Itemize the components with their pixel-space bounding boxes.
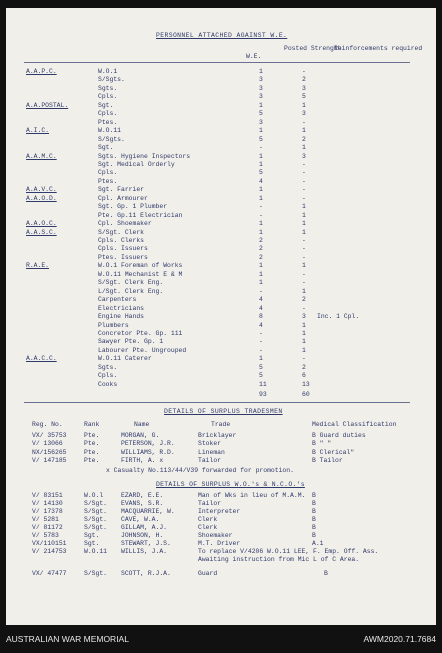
row-rank: Ptes. — [98, 118, 118, 126]
row-rank: Cooks — [98, 380, 118, 388]
personnel-row — [6, 296, 436, 304]
row-rank: Ptes. — [98, 177, 118, 185]
row-rank: S/Sgts. — [98, 76, 125, 84]
surplus-title: DETAILS OF SURPLUS TRADESMEN — [164, 408, 283, 415]
row-posted: 1 — [302, 203, 306, 211]
row-we: 1 — [259, 127, 263, 135]
row-posted: - — [302, 270, 306, 278]
header-we: W.E. — [246, 53, 262, 60]
row-posted: 1 — [302, 101, 306, 109]
row-category: A.A.V.C. — [26, 186, 57, 194]
row-posted: - — [302, 177, 306, 185]
personnel-row — [6, 322, 436, 330]
nco-med: B — [312, 516, 316, 524]
row-rank: Ptes. Issuers — [98, 253, 148, 261]
row-posted: 1 — [302, 346, 306, 354]
total-we: 93 — [259, 391, 267, 398]
row-we: 1 — [259, 152, 263, 160]
row-posted: 1 — [302, 338, 306, 346]
surplus-rank: Pte. — [84, 432, 100, 439]
row-posted: - — [302, 355, 306, 363]
nco-name: EZARD, E.E. — [121, 492, 164, 499]
surplus-row — [6, 440, 436, 448]
row-rank: Sgt. — [98, 144, 114, 152]
surplus-reg: VX/ 35753 — [32, 432, 67, 439]
row-rank: Sgts. — [98, 363, 118, 371]
nco-med: B — [312, 508, 316, 516]
surplus-name: PETERSON, J.R. — [121, 440, 175, 448]
row-posted: 2 — [302, 363, 306, 371]
row-rank: Plumbers — [98, 321, 129, 329]
row-posted: - — [302, 118, 306, 126]
row-rank: W.O.11 — [98, 127, 122, 135]
row-posted: 2 — [302, 76, 306, 84]
nco-title: DETAILS OF SURPLUS W.O.'s & N.C.O.'s — [156, 481, 305, 488]
surplus-reg: NX/156265 — [32, 448, 67, 456]
last-reg: VX/ 47477 — [32, 570, 67, 577]
row-we: 1 — [259, 220, 263, 228]
row-rank: S/Sgt. Clerk Eng. — [98, 279, 164, 287]
nco-reg: V/ 17378 — [32, 508, 63, 516]
surplus-trade: Stoker — [198, 440, 222, 448]
row-we: 8 — [259, 313, 263, 321]
row-rank: Concretor Pte. Gp. 111 — [98, 329, 183, 337]
row-we: 4 — [259, 296, 263, 304]
nco-reg: V/ 14130 — [32, 500, 63, 508]
nco-trade: Clerk — [198, 516, 218, 524]
row-category: A.A.S.C. — [26, 228, 57, 236]
surplus-trade: Lineman — [198, 448, 225, 456]
personnel-row — [6, 237, 436, 245]
row-posted: 1 — [302, 287, 306, 295]
nco-reg: V/ 81172 — [32, 524, 63, 532]
nco-name: CAVE, W.A. — [121, 516, 160, 524]
personnel-row — [6, 212, 436, 220]
row-we: 2 — [259, 253, 263, 261]
nco-reg: V/ 214753 — [32, 548, 67, 556]
row-we: 1 — [259, 194, 263, 202]
row-we: 3 — [259, 118, 263, 126]
nco-name: STEWART, J.S. — [121, 540, 171, 548]
nco-trade: Tailor — [198, 500, 222, 508]
nco-rank: S/Sgt. — [84, 516, 108, 524]
personnel-row — [6, 279, 436, 287]
nco-row — [6, 492, 436, 500]
row-we: 1 — [259, 160, 263, 168]
nco-trade: To replace V/4206 W.O.11 LEE, F. Emp. Off. Ass. — [198, 548, 379, 556]
nco-trade: Clerk — [198, 524, 218, 532]
row-we: 11 — [259, 380, 267, 388]
personnel-row — [6, 93, 436, 101]
row-we: 1 — [259, 101, 263, 109]
row-we: 1 — [259, 279, 263, 287]
last-row — [6, 570, 436, 578]
surplus-med: B Clerical" — [312, 448, 355, 456]
nco-reg: V/ 5281 — [32, 516, 59, 524]
surplus-trade: Bricklayer — [198, 432, 237, 439]
row-category: A.A.POSTAL. — [26, 101, 69, 109]
row-we: - — [259, 203, 263, 211]
personnel-row — [6, 262, 436, 270]
row-we: - — [259, 329, 263, 337]
header-rule — [24, 62, 410, 63]
row-category: A.A.O.C. — [26, 220, 57, 228]
personnel-row — [6, 305, 436, 313]
row-rank: Sawyer Pte. Gp. 1 — [98, 338, 164, 346]
last-name: SCOTT, R.J.A. — [121, 570, 171, 577]
total-posted: 60 — [302, 391, 310, 398]
row-we: - — [259, 346, 263, 354]
document-title: PERSONNEL ATTACHED AGAINST W.E. — [156, 32, 288, 39]
nco-trade: Shoemaker — [198, 532, 233, 540]
nco-name: JOHNSON, H. — [121, 532, 164, 540]
surplus-row — [6, 457, 436, 465]
row-posted: - — [302, 253, 306, 261]
nco-row — [6, 540, 436, 548]
personnel-row — [6, 381, 436, 389]
row-we: 4 — [259, 321, 263, 329]
row-we: 5 — [259, 110, 263, 118]
row-rank: Cpls. Issuers — [98, 245, 148, 253]
nco-rank: Sgt. — [84, 540, 100, 548]
surplus-name: WILLIAMS, R.D. — [121, 448, 175, 456]
personnel-row — [6, 364, 436, 372]
row-rank: Cpls. — [98, 110, 118, 118]
row-rank: Carpenters — [98, 296, 137, 304]
row-rank: Cpl. Shoemaker — [98, 220, 152, 228]
document-body — [6, 8, 436, 625]
row-rank: Cpls. — [98, 372, 118, 380]
row-category: A.A.C.C. — [26, 355, 57, 363]
row-rank: Cpl. Armourer — [98, 194, 148, 202]
row-rank: Sgts. Hygiene Inspectors — [98, 152, 191, 160]
row-reinforcements: Inc. 1 Cpl. — [317, 313, 360, 321]
nco-med: B — [312, 500, 316, 508]
row-we: 1 — [259, 68, 263, 75]
row-we: 3 — [259, 76, 263, 84]
nco-name: EVANS, S.R. — [121, 500, 164, 508]
nco-name: GILLAM, A.J. — [121, 524, 168, 532]
row-posted: 1 — [302, 220, 306, 228]
nco-reg: VX/110151 — [32, 540, 67, 548]
surplus-header-trade: Trade — [211, 421, 231, 428]
row-posted: 2 — [302, 135, 306, 143]
personnel-row — [6, 203, 436, 211]
nco-trade: Man of Wks in lieu of M.A.M. — [198, 492, 306, 499]
surplus-header-medical: Medical Classification — [312, 421, 397, 428]
surplus-med: B Tailor — [312, 456, 343, 464]
surplus-rank: Pte. — [84, 440, 100, 448]
personnel-row — [6, 144, 436, 152]
surplus-header-rank: Rank — [84, 421, 100, 428]
personnel-row — [6, 186, 436, 194]
row-rank: W.O.11 Caterer — [98, 355, 152, 363]
row-rank: Cpls. — [98, 169, 118, 177]
row-posted: - — [302, 304, 306, 312]
row-we: 1 — [259, 262, 263, 270]
personnel-row — [6, 220, 436, 228]
row-we: 1 — [259, 270, 263, 278]
row-rank: Sgt. Medical Orderly — [98, 160, 175, 168]
footer-left: AUSTRALIAN WAR MEMORIAL — [6, 634, 129, 644]
row-we: 2 — [259, 245, 263, 253]
nco-rank: S/Sgt. — [84, 500, 108, 508]
row-posted: 6 — [302, 372, 306, 380]
row-posted: 5 — [302, 93, 306, 101]
row-rank: S/Sgt. Clerk — [98, 228, 145, 236]
row-posted: 1 — [302, 321, 306, 329]
row-rank: Engine Hands — [98, 313, 145, 321]
nco-name: WILLIS, J.A. — [121, 548, 168, 556]
row-posted: - — [302, 237, 306, 244]
row-posted: 1 — [302, 228, 306, 236]
personnel-row — [6, 288, 436, 296]
nco-trade: M.T. Driver — [198, 540, 241, 548]
row-category: A.A.P.C. — [26, 68, 57, 75]
row-posted: 1 — [302, 329, 306, 337]
nco-med: B — [312, 492, 316, 499]
personnel-row — [6, 178, 436, 186]
personnel-row — [6, 153, 436, 161]
surplus-row — [6, 432, 436, 440]
surplus-rank: Pte. — [84, 456, 100, 464]
surplus-reg: V/ 13066 — [32, 440, 63, 448]
header-reinforcements: Reinforcements required — [334, 45, 423, 52]
row-we: 3 — [259, 93, 263, 101]
nco-row — [6, 508, 436, 516]
personnel-row — [6, 245, 436, 253]
row-we: 4 — [259, 177, 263, 185]
row-we: 3 — [259, 84, 263, 92]
row-posted: - — [302, 194, 306, 202]
personnel-row — [6, 347, 436, 355]
row-posted: 1 — [302, 144, 306, 152]
nco-row — [6, 556, 436, 564]
row-we: 2 — [259, 237, 263, 244]
surplus-header-reg: Reg. No. — [32, 421, 63, 428]
personnel-row — [6, 330, 436, 338]
row-we: 1 — [259, 355, 263, 363]
nco-med: B — [312, 524, 316, 532]
row-category: A.A.M.C. — [26, 152, 57, 160]
personnel-row — [6, 271, 436, 279]
row-we: - — [259, 338, 263, 346]
personnel-row — [6, 102, 436, 110]
personnel-row — [6, 119, 436, 127]
personnel-row — [6, 169, 436, 177]
nco-row — [6, 524, 436, 532]
personnel-row — [6, 229, 436, 237]
last-trade: Guard — [198, 570, 218, 577]
row-category: R.A.E. — [26, 262, 50, 270]
row-posted: - — [302, 169, 306, 177]
personnel-row — [6, 372, 436, 380]
row-we: 1 — [259, 186, 263, 194]
personnel-row — [6, 338, 436, 346]
row-rank: W.O.1 — [98, 68, 118, 75]
surplus-rank: Pte. — [84, 448, 100, 456]
row-posted: 1 — [302, 127, 306, 135]
row-we: 5 — [259, 363, 263, 371]
nco-reg: V/ 83151 — [32, 492, 63, 499]
row-rank: Sgts. — [98, 84, 118, 92]
nco-row — [6, 548, 436, 556]
row-posted: 2 — [302, 296, 306, 304]
row-we: 5 — [259, 135, 263, 143]
nco-med: A.1 — [312, 540, 324, 548]
row-rank: Sgt. Farrier — [98, 186, 145, 194]
personnel-row — [6, 85, 436, 93]
personnel-row — [6, 254, 436, 262]
row-posted: - — [302, 245, 306, 253]
nco-rank: Sgt. — [84, 532, 100, 540]
row-posted: 1 — [302, 211, 306, 219]
row-we: 5 — [259, 169, 263, 177]
row-posted: - — [302, 186, 306, 194]
row-rank: Labourer Pte. Ungrouped — [98, 346, 187, 354]
row-rank: Pte. Gp.11 Electrician — [98, 211, 183, 219]
personnel-row — [6, 313, 436, 321]
document-page — [6, 8, 436, 625]
surplus-name: MORGAN, G. — [121, 432, 160, 439]
surplus-med: B Guard duties — [312, 432, 366, 439]
row-we: - — [259, 287, 263, 295]
row-posted: 13 — [302, 380, 310, 388]
row-category: A.A.O.D. — [26, 194, 57, 202]
row-category: A.I.C. — [26, 127, 50, 135]
nco-rank: W.O.l — [84, 492, 104, 499]
nco-row — [6, 500, 436, 508]
nco-rank: S/Sgt. — [84, 508, 108, 516]
row-rank: Cpls. Clerks — [98, 237, 145, 244]
surplus-med: B " " — [312, 440, 332, 448]
personnel-row — [6, 76, 436, 84]
nco-name: MACQUARRIE, W. — [121, 508, 175, 516]
header-posted-strength: Posted Strength — [284, 45, 342, 52]
row-we: 5 — [259, 372, 263, 380]
surplus-header-name: Name — [134, 421, 150, 428]
row-rank: Electricians — [98, 304, 145, 312]
row-rank: Sgt. — [98, 101, 114, 109]
nco-row — [6, 516, 436, 524]
nco-rank: S/Sgt. — [84, 524, 108, 532]
row-posted: 3 — [302, 313, 306, 321]
personnel-row — [6, 127, 436, 135]
surplus-reg: V/ 147185 — [32, 456, 67, 464]
row-posted: 3 — [302, 110, 306, 118]
row-posted: - — [302, 279, 306, 287]
row-posted: - — [302, 160, 306, 168]
footer-right: AWM2020.71.7684 — [363, 634, 436, 644]
surplus-row — [6, 449, 436, 457]
personnel-row — [6, 68, 436, 76]
surplus-trade: Tailor — [198, 456, 222, 464]
row-posted: 1 — [302, 262, 306, 270]
section-rule — [24, 402, 410, 403]
nco-rank: W.O.11 — [84, 548, 108, 556]
row-we: - — [259, 144, 263, 152]
row-rank: W.O.11 Mechanist E & M — [98, 270, 183, 278]
row-posted: 3 — [302, 84, 306, 92]
row-rank: S/Sgts. — [98, 135, 125, 143]
row-rank: Sgt. Gp. 1 Plumber — [98, 203, 168, 211]
row-we: 4 — [259, 304, 263, 312]
personnel-row — [6, 195, 436, 203]
nco-trade: Interpreter — [198, 508, 241, 516]
last-med: B — [324, 570, 328, 577]
personnel-row — [6, 161, 436, 169]
nco-reg: V/ 5783 — [32, 532, 59, 540]
row-we: - — [259, 211, 263, 219]
last-rank: S/Sgt. — [84, 570, 108, 577]
surplus-name: FIRTH, A. x — [121, 456, 164, 464]
casualty-note: x Casualty No.113/44/V39 forwarded for promotion. — [106, 467, 294, 474]
nco-row — [6, 532, 436, 540]
nco-med: B — [312, 532, 316, 540]
personnel-row — [6, 110, 436, 118]
personnel-row — [6, 136, 436, 144]
personnel-row — [6, 355, 436, 363]
nco-trade: Awaiting instruction from Mic L of C Area. — [198, 556, 360, 564]
row-rank: W.O.1 Foreman of Works — [98, 262, 183, 270]
row-rank: Cpls. — [98, 93, 118, 101]
row-posted: - — [302, 68, 306, 75]
row-rank: L/Sgt. Clerk Eng. — [98, 287, 164, 295]
row-posted: 3 — [302, 152, 306, 160]
row-we: 1 — [259, 228, 263, 236]
